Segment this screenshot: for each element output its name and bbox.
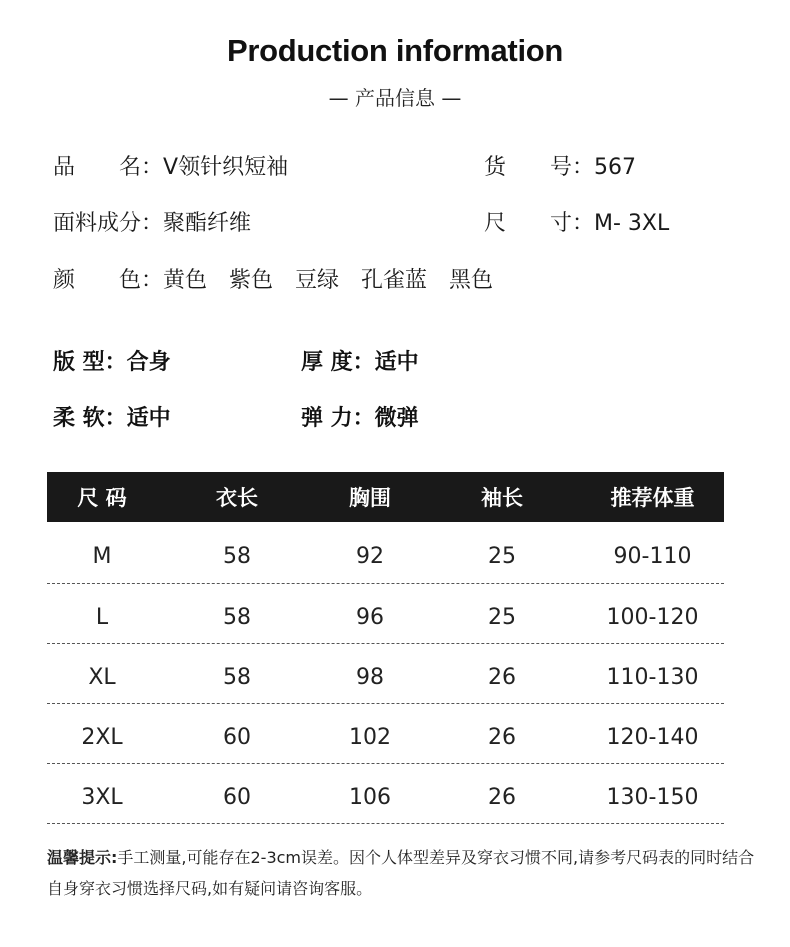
spec-elasticity-row [301,401,419,432]
table-row [47,584,724,644]
table-row [47,644,724,704]
cell-length: 60 [223,725,251,750]
product-color-row [53,263,493,294]
header-chest: 胸围 [349,486,391,510]
cell-weight: 120-140 [606,725,699,750]
cell-length: 58 [223,544,251,569]
spec-thickness-value: 适中 [374,350,419,375]
spec-fit-row [53,345,171,376]
product-material-label: 面料成分： [53,211,164,236]
size-table [47,472,724,824]
product-size-row [484,206,669,237]
product-material-value: 聚酯纤维 [163,211,252,236]
cell-size: 3XL [81,785,123,810]
table-row [47,522,724,584]
cell-size: 2XL [81,725,123,750]
spec-softness-value: 适中 [126,406,171,431]
cell-size: M [92,544,112,569]
product-sku-value: 567 [594,155,637,180]
size-table-header [47,472,724,522]
product-color-value: 黄色 紫色 豆绿 孔雀蓝 黑色 [163,268,494,293]
product-name-label: 品 名： [53,155,164,180]
spec-softness-row [53,401,171,432]
product-color-label: 颜 色： [53,268,164,293]
cell-length: 60 [223,785,251,810]
cell-weight: 110-130 [606,665,699,690]
cell-sleeve: 25 [488,544,516,569]
spec-elasticity-value: 微弹 [374,406,419,431]
spec-fit-label: 版 型： [53,350,127,375]
cell-sleeve: 25 [488,605,516,630]
cell-weight: 90-110 [613,544,692,569]
table-row [47,764,724,824]
page-subtitle: — 产品信息 — [328,86,462,110]
header-weight: 推荐体重 [610,486,695,510]
product-sku-label: 货 号： [484,155,595,180]
cell-size: XL [88,665,116,690]
header-length: 衣长 [216,486,258,510]
product-material-row [53,206,251,237]
cell-chest: 106 [349,785,391,810]
cell-length: 58 [223,605,251,630]
cell-length: 58 [223,665,251,690]
cell-sleeve: 26 [488,725,516,750]
spec-thickness-label: 厚 度： [301,350,375,375]
cell-chest: 98 [356,665,384,690]
size-table-body [47,522,724,824]
spec-fit-value: 合身 [126,350,171,375]
cell-sleeve: 26 [488,785,516,810]
cell-chest: 102 [349,725,391,750]
page-title: Production information [226,33,564,68]
cell-chest: 96 [356,605,384,630]
cell-weight: 100-120 [606,605,699,630]
cell-sleeve: 26 [488,665,516,690]
note-text: 手工测量,可能存在2-3cm误差。因个人体型差异及穿衣习惯不同,请参考尺码表的同时结合自身穿衣习惯选择尺码,如有疑问请咨询客服。 [47,848,755,898]
header-size: 尺 码 [77,486,127,510]
size-note [47,842,757,904]
product-size-label: 尺 寸： [484,211,595,236]
product-name-value: V领针织短袖 [163,155,289,180]
header-sleeve: 袖长 [481,486,523,510]
cell-size: L [95,605,109,630]
spec-thickness-row [301,345,419,376]
cell-chest: 92 [356,544,384,569]
cell-weight: 130-150 [606,785,699,810]
product-sku-row [484,150,636,181]
note-label: 温馨提示: [47,848,118,867]
spec-elasticity-label: 弹 力： [301,406,375,431]
product-size-value: M- 3XL [594,211,670,236]
spec-softness-label: 柔 软： [53,406,127,431]
table-row [47,704,724,764]
product-name-row [53,150,288,181]
